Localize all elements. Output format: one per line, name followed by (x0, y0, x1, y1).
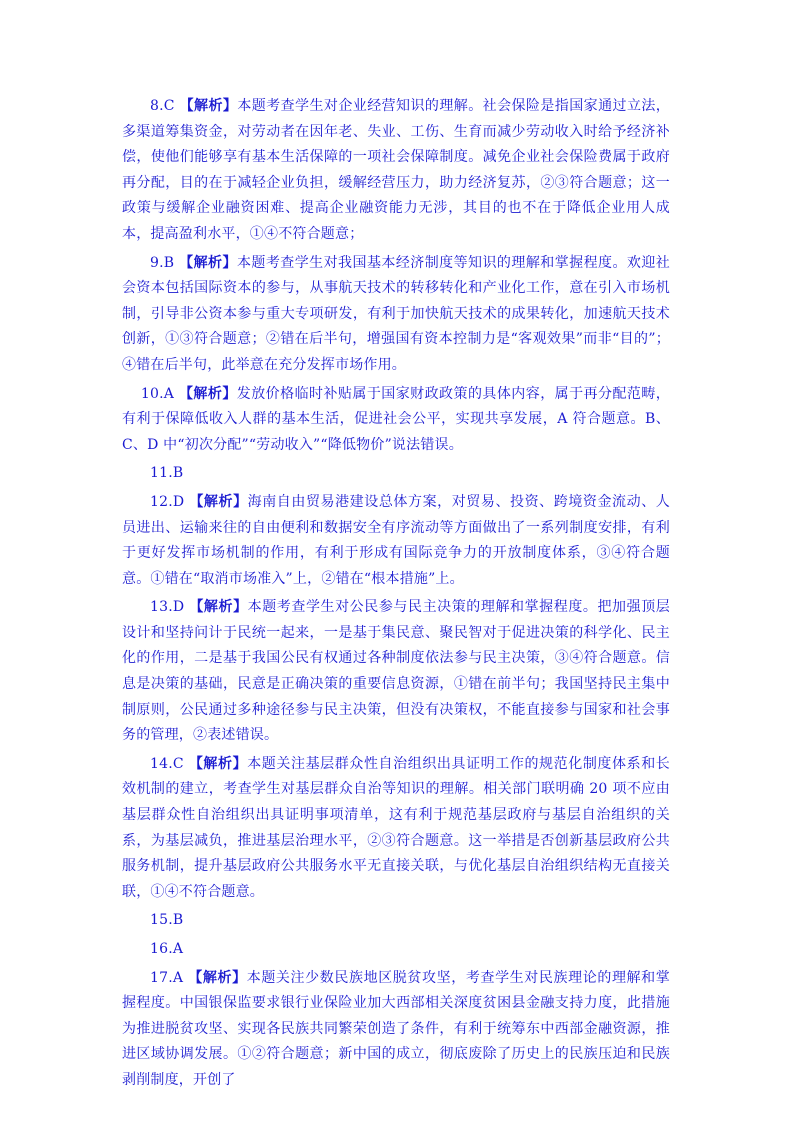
question-number: 14. (150, 755, 173, 772)
analysis-body: 本题考查学生对公民参与民主决策的理解和掌握程度。把加强顶层设计和坚持问计于民统一起来，一是基于集民意、聚民智对于促进决策的科学化、民主化的作用，二是基于我国公民有权通过各种制度依法参与民主决策，③④符合题意。信息是决策的基础，民意是正确决策的重要信息资源，①错在前半句；我国坚持民主集中制原则，公民通过多种途径参与民主决策，但没有决策权，不能直接参与国家和社会事务的管理，②表述错误。 (122, 599, 670, 744)
answer-item-11 (122, 461, 670, 487)
question-number: 15. (150, 912, 173, 929)
answer-item-8 (122, 94, 670, 248)
analysis-body: 海南自由贸易港建设总体方案，对贸易、投资、跨境资金流动、人员进出、运输来往的自由便利和数据安全有序流动等方面做出了一系列制度安排，有利于更好发挥市场机制的作用，有利于形成有国际竞争力的开放制度体系，③④符合题意。①错在“取消市场准入”上，②错在“根本措施”上。 (122, 493, 670, 587)
analysis-tag: 【解析】 (179, 254, 237, 271)
analysis-tag: 【解析】 (189, 599, 248, 616)
answer-analysis-text (122, 94, 670, 1097)
answer-letter: C (172, 755, 184, 772)
answer-letter: C (163, 98, 175, 114)
answer-letter: B (172, 465, 184, 482)
answer-letter: B (163, 254, 175, 271)
analysis-body: 本题关注基层群众性自治组织出具证明工作的规范化制度体系和长效机制的建立，考查学生对基层群众自治等知识的理解。相关部门联明确 20 项不应由基层群众性自治组织出具证明事项清单，这有利于规范基层政府与基层自治组织的关系，为基层减负，推进基层治理水平，②③符合题意。这一举措是否创新基层政府公共服务机制，提升基层政府公共服务水平无直接关联，与优化基层自治组织结构无直接关联，①④不符合题意。 (122, 755, 670, 900)
analysis-body: 本题考查学生对企业经营知识的理解。社会保险是指国家通过立法，多渠道筹集资金，对劳动者在因年老、失业、工伤、生育而减少劳动收入时给予经济补偿，使他们能够享有基本生活保障的一项社会保障制度。减免企业社会保险费属于政府再分配，目的在于减轻企业负担，缓解经营压力，助力经济复苏，②③符合题意；这一政策与缓解企业融资困难、提高企业融资能力无涉，其目的也不在于降低企业用人成本，提高盈利水平，①④不符合题意； (122, 98, 671, 242)
analysis-tag: 【解析】 (189, 493, 248, 510)
answer-letter: D (172, 493, 185, 510)
answer-item-16 (122, 937, 670, 963)
answer-item-17 (122, 966, 670, 1094)
question-number: 10. (140, 385, 164, 402)
answer-letter: B (172, 912, 184, 929)
question-number: 9. (150, 254, 164, 271)
analysis-tag: 【解析】 (188, 755, 248, 772)
question-number: 12. (150, 493, 173, 510)
analysis-body: 发放价格临时补贴属于国家财政政策的具体内容，属于再分配范畴，有利于保障低收入人群的基本生活，促进社会公平，实现共享发展，A 符合题意。B、C、D 中“初次分配”“劳动收入”“降低物价”说法错误。 (122, 385, 670, 453)
answer-item-12 (122, 490, 670, 592)
answer-item-15 (122, 908, 670, 934)
question-number: 13. (150, 599, 173, 616)
analysis-body: 本题关注少数民族地区脱贫攻坚，考查学生对民族理论的理解和掌握程度。中国银保监要求银行业保险业加大西部相关深度贫困县金融支持力度，此措施为推进脱贫攻坚、实现各民族共同繁荣创造了条件，有利于统筹东中西部金融资源，推进区域协调发展。①②符合题意；新中国的成立，彻底废除了历史上的民族压迫和民族剥削制度，开创了 (122, 969, 670, 1088)
question-number: 17. (150, 969, 173, 986)
answer-letter: A (172, 969, 184, 986)
analysis-tag: 【解析】 (188, 969, 247, 986)
analysis-body: 本题考查学生对我国基本经济制度等知识的理解和掌握程度。欢迎社会资本包括国际资本的参与，从事航天技术的转移转化和产业化工作，意在引入市场机制，引导非公资本参与重大专项研发，有利于加快航天技术的成果转化，加速航天技术创新，①③符合题意；②错在后半句，增强国有资本控制力是“客观效果”而非“目的”；④错在后半句，此举意在充分发挥市场作用。 (122, 254, 671, 373)
answer-item-9 (122, 251, 670, 379)
answer-letter: A (163, 385, 175, 402)
question-number: 8. (150, 98, 164, 114)
answer-item-10 (122, 382, 670, 459)
answer-item-14 (122, 752, 670, 906)
question-number: 16. (150, 941, 173, 957)
answer-letter: A (172, 941, 184, 957)
question-number: 11. (150, 465, 173, 482)
answer-item-13 (122, 595, 670, 749)
analysis-tag: 【解析】 (179, 98, 238, 114)
answer-letter: D (172, 599, 185, 616)
analysis-tag: 【解析】 (178, 385, 237, 402)
